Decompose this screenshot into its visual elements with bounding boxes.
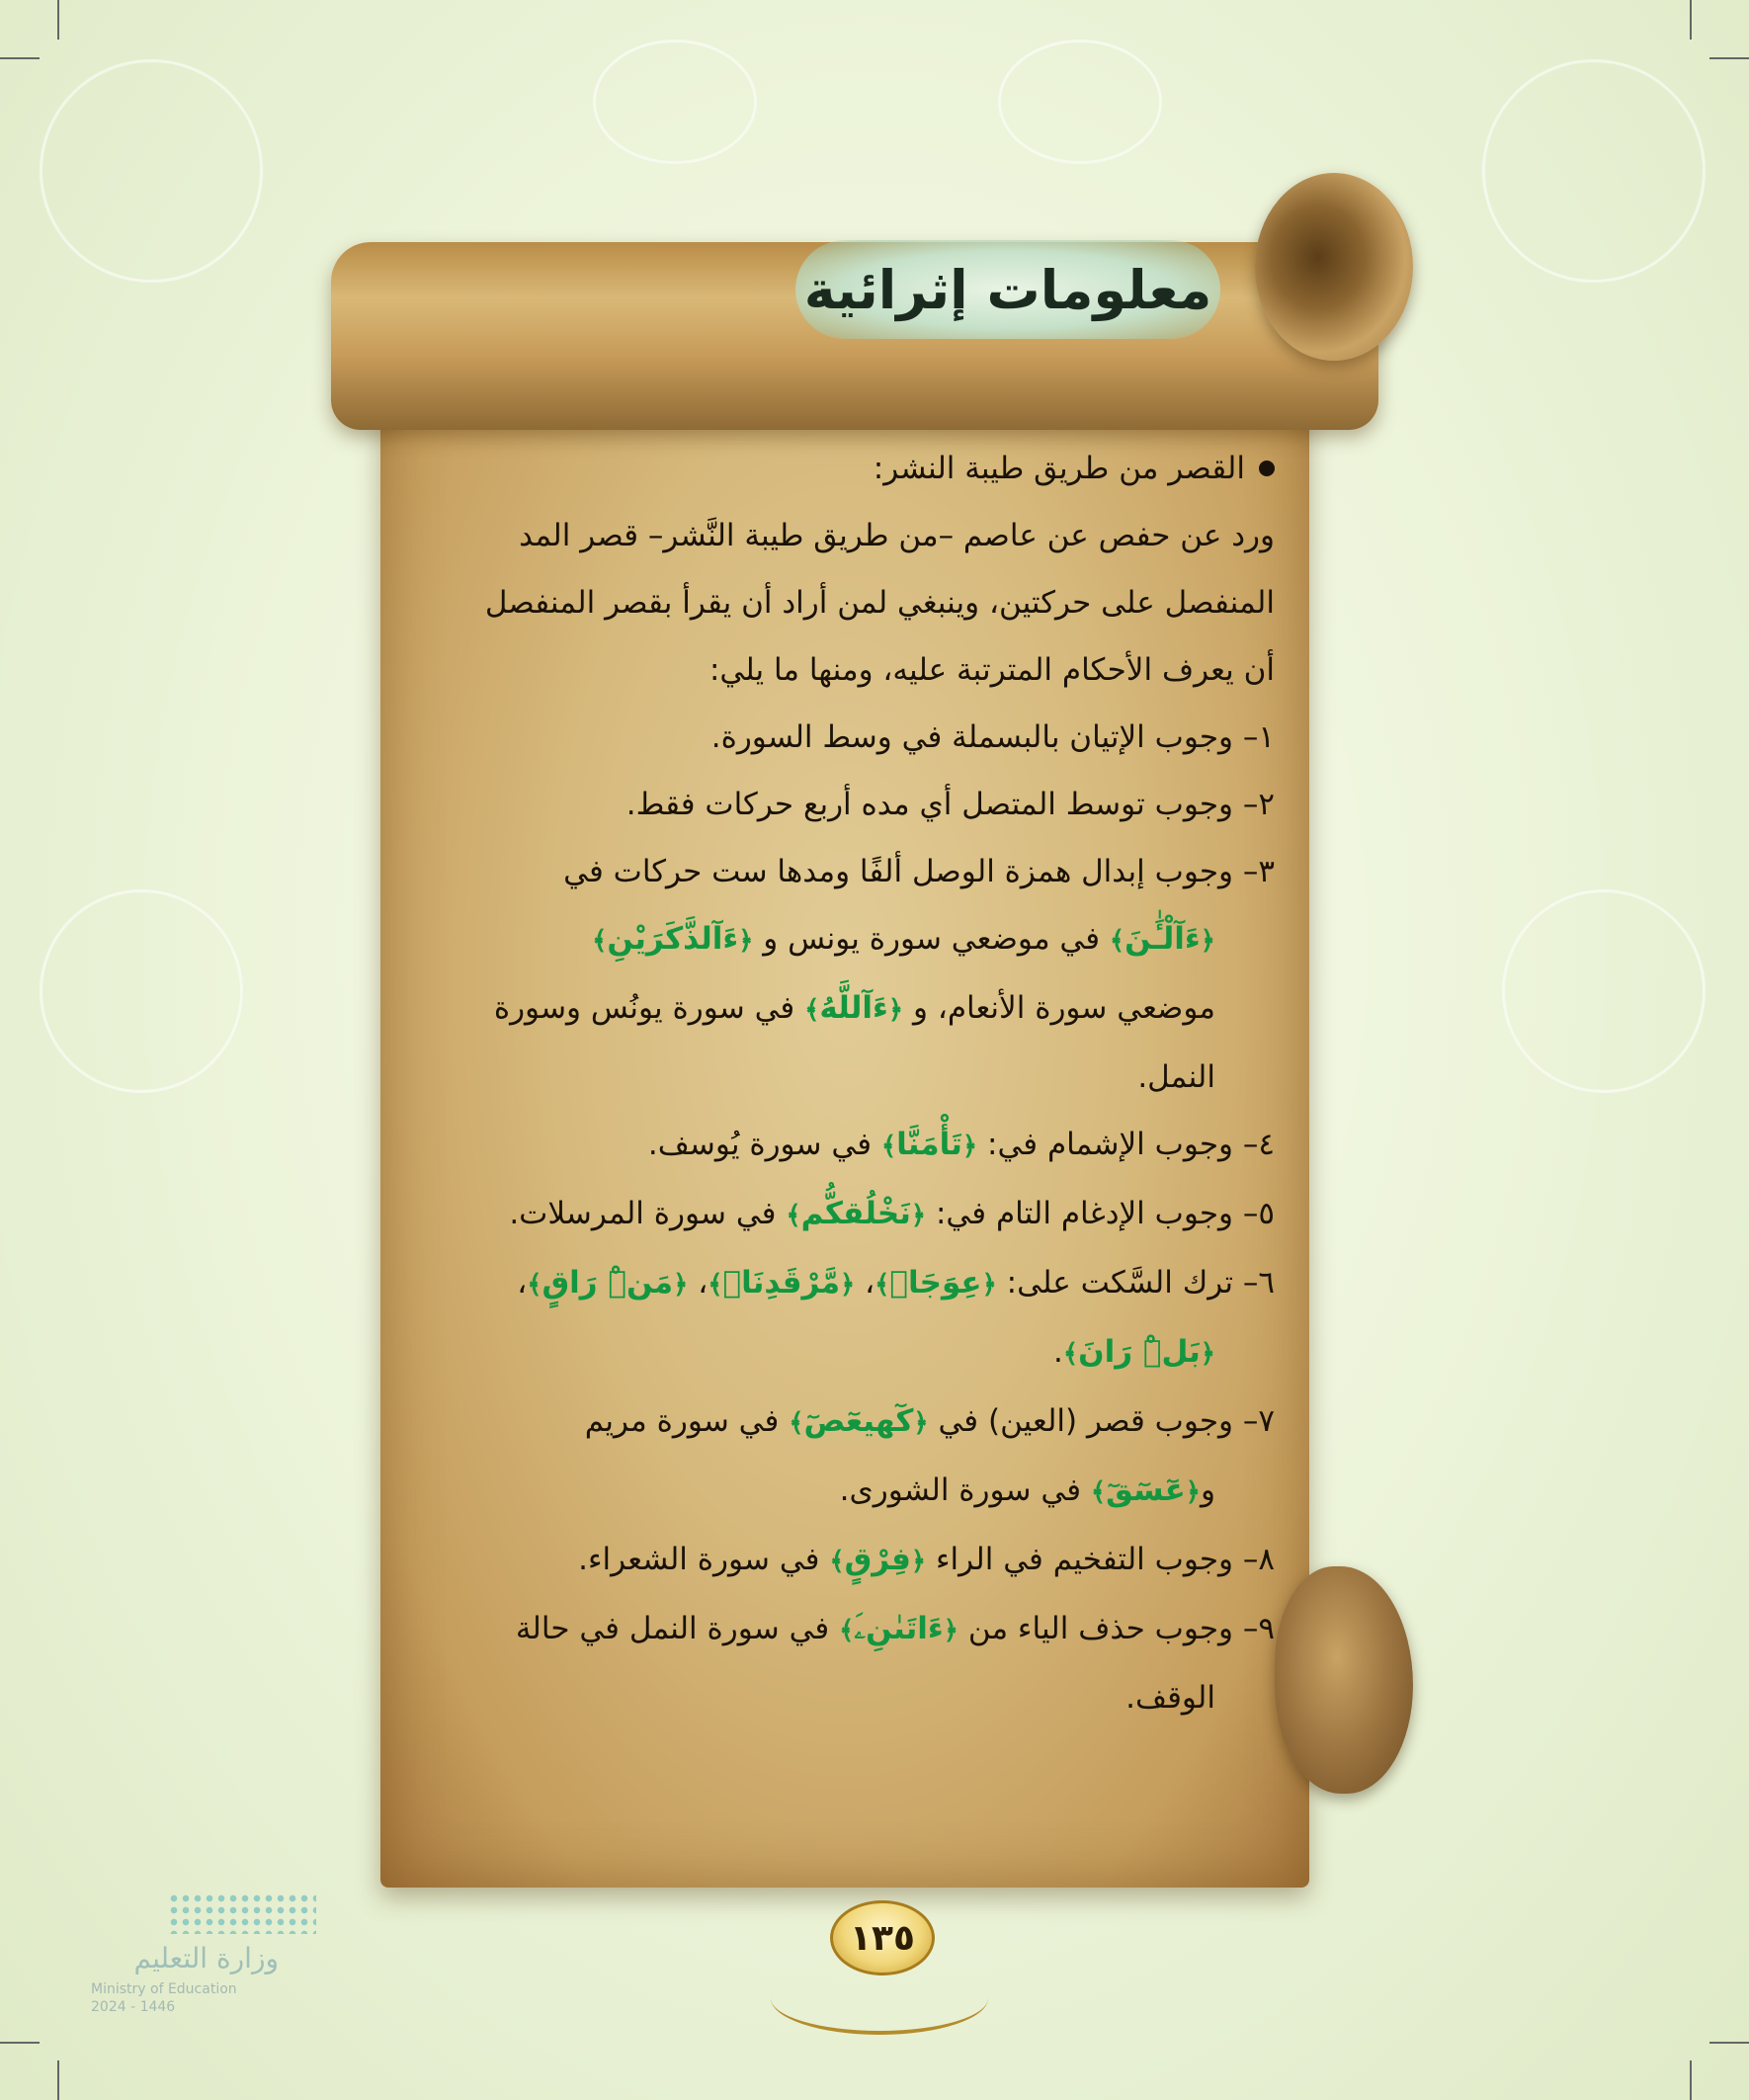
background-ornament (593, 40, 757, 164)
background-ornament (40, 59, 263, 283)
bullet-icon (1259, 461, 1275, 476)
crop-mark (1690, 2060, 1692, 2100)
item-text: في سورة المرسلات. (509, 1196, 777, 1231)
item-text: ٥– وجوب الإدغام التام في: (935, 1196, 1275, 1231)
intro-line: أن يعرف الأحكام المترتبة عليه، ومنها ما يلي: (708, 652, 1275, 688)
ministry-name-english: Ministry of Education (91, 1981, 237, 1997)
item-text: ٧– وجوب قصر (العين) في (938, 1403, 1275, 1439)
scroll-roll-end (1255, 173, 1413, 361)
quran-word: ﴿ءَآللَّهُ﴾ (804, 990, 904, 1026)
crop-mark (1709, 57, 1749, 59)
list-item-continuation: النمل. (1137, 1059, 1215, 1095)
heading-text: القصر من طريق طيبة النشر: (873, 451, 1245, 486)
quran-word: ﴿نَخْلُقكُّم﴾ (786, 1196, 927, 1231)
crop-mark (0, 57, 40, 59)
intro-line: ورد عن حفص عن عاصم –من طريق طيبة النَّشر– قصر المد (519, 518, 1275, 553)
list-item (464, 1595, 1275, 1664)
intro-line: المنفصل على حركتين، وينبغي لمن أراد أن يقرأ بقصر المنفصل (484, 585, 1275, 621)
quran-word: ﴿ءَآلْـَٰٔنَ﴾ (1109, 921, 1215, 957)
list-item-continuation (464, 1457, 1275, 1526)
background-ornament (998, 40, 1162, 164)
crop-mark (57, 0, 59, 40)
list-item: ٢– وجوب توسط المتصل أي مده أربع حركات فقط. (625, 787, 1275, 822)
list-item: ٦– ترك السَّكت على: ﴿عِوَجَاۜ﴾، ﴿مَّرْقَدِنَاۜ﴾، ﴿مَنْۜ رَاقٍ﴾، (517, 1265, 1275, 1301)
quran-word: ﴿تَأْمَنَّا﴾ (880, 1127, 978, 1162)
quran-word: ﴿ءَاتَىٰنِۦَ﴾ (839, 1611, 959, 1646)
crop-mark (1709, 2042, 1749, 2044)
list-item (464, 1387, 1275, 1457)
list-item-continuation: الوقف. (1125, 1680, 1215, 1716)
item-text: ٨– وجوب التفخيم في الراء (935, 1542, 1275, 1577)
item-text: في سورة الشعراء. (578, 1542, 820, 1577)
ministry-logo (91, 1892, 279, 2021)
list-item: ٣– وجوب إبدال همزة الوصل ألفًا ومدها ست حركات في (563, 854, 1275, 889)
item-text: ٦– ترك السَّكت على: (1006, 1265, 1275, 1301)
item-text: في موضعي سورة يونس و (763, 921, 1101, 957)
quran-word: ﴿بَلْۜ رَانَ﴾ (1062, 1334, 1215, 1370)
quran-word: ﴿مَّرْقَدِنَاۜ﴾ (708, 1265, 856, 1301)
item-text: ٩– وجوب حذف الياء من (967, 1611, 1275, 1646)
quran-word: ﴿عِوَجَاۜ﴾ (874, 1265, 997, 1301)
item-text: في سورة مريم (584, 1403, 780, 1439)
background-ornament (1502, 889, 1706, 1093)
list-item-continuation (464, 905, 1275, 974)
list-item: ١– وجوب الإتيان بالبسملة في وسط السورة. (710, 719, 1275, 755)
quran-word: ﴿فِرْقٍ﴾ (829, 1542, 927, 1577)
quran-word: ﴿عٓسٓقٓ﴾ (1090, 1472, 1202, 1508)
crop-mark (0, 2042, 40, 2044)
list-item-continuation: ﴿بَلْۜ رَانَ﴾. (1053, 1334, 1215, 1370)
page-number: ١٣٥ (830, 1900, 935, 1975)
list-item (464, 1526, 1275, 1595)
background-ornament (40, 889, 243, 1093)
list-item (464, 1111, 1275, 1180)
item-text: في سورة النمل في حالة (515, 1611, 830, 1646)
section-heading (464, 435, 1275, 502)
item-text: موضعي سورة الأنعام، و (913, 990, 1215, 1026)
list-item (464, 1180, 1275, 1249)
page-title: معلومات إثرائية (803, 258, 1212, 321)
background-ornament (1482, 59, 1706, 283)
item-text: و (1201, 1472, 1215, 1508)
item-text: في سورة يُوسف. (647, 1127, 873, 1162)
ministry-name-arabic: وزارة التعليم (133, 1942, 279, 1974)
title-banner (795, 240, 1220, 339)
ministry-dots-icon (168, 1892, 316, 1934)
quran-word: ﴿ءَآلذَّكَرَيْنِ﴾ (592, 921, 754, 957)
item-text: في سورة يونُس وسورة (493, 990, 795, 1026)
enrichment-content (464, 435, 1275, 1731)
item-text: ٤– وجوب الإشمام في: (987, 1127, 1275, 1162)
page-number-ornament (791, 1892, 968, 2031)
list-item-continuation (464, 974, 1275, 1044)
quran-word: ﴿مَنْۜ رَاقٍ﴾ (527, 1265, 689, 1301)
crop-mark (57, 2060, 59, 2100)
item-text: في سورة الشورى. (839, 1472, 1082, 1508)
quran-word: ﴿كٓهيعٓصٓ﴾ (789, 1403, 929, 1439)
crop-mark (1690, 0, 1692, 40)
edition-year: 2024 - 1446 (91, 1999, 176, 2015)
